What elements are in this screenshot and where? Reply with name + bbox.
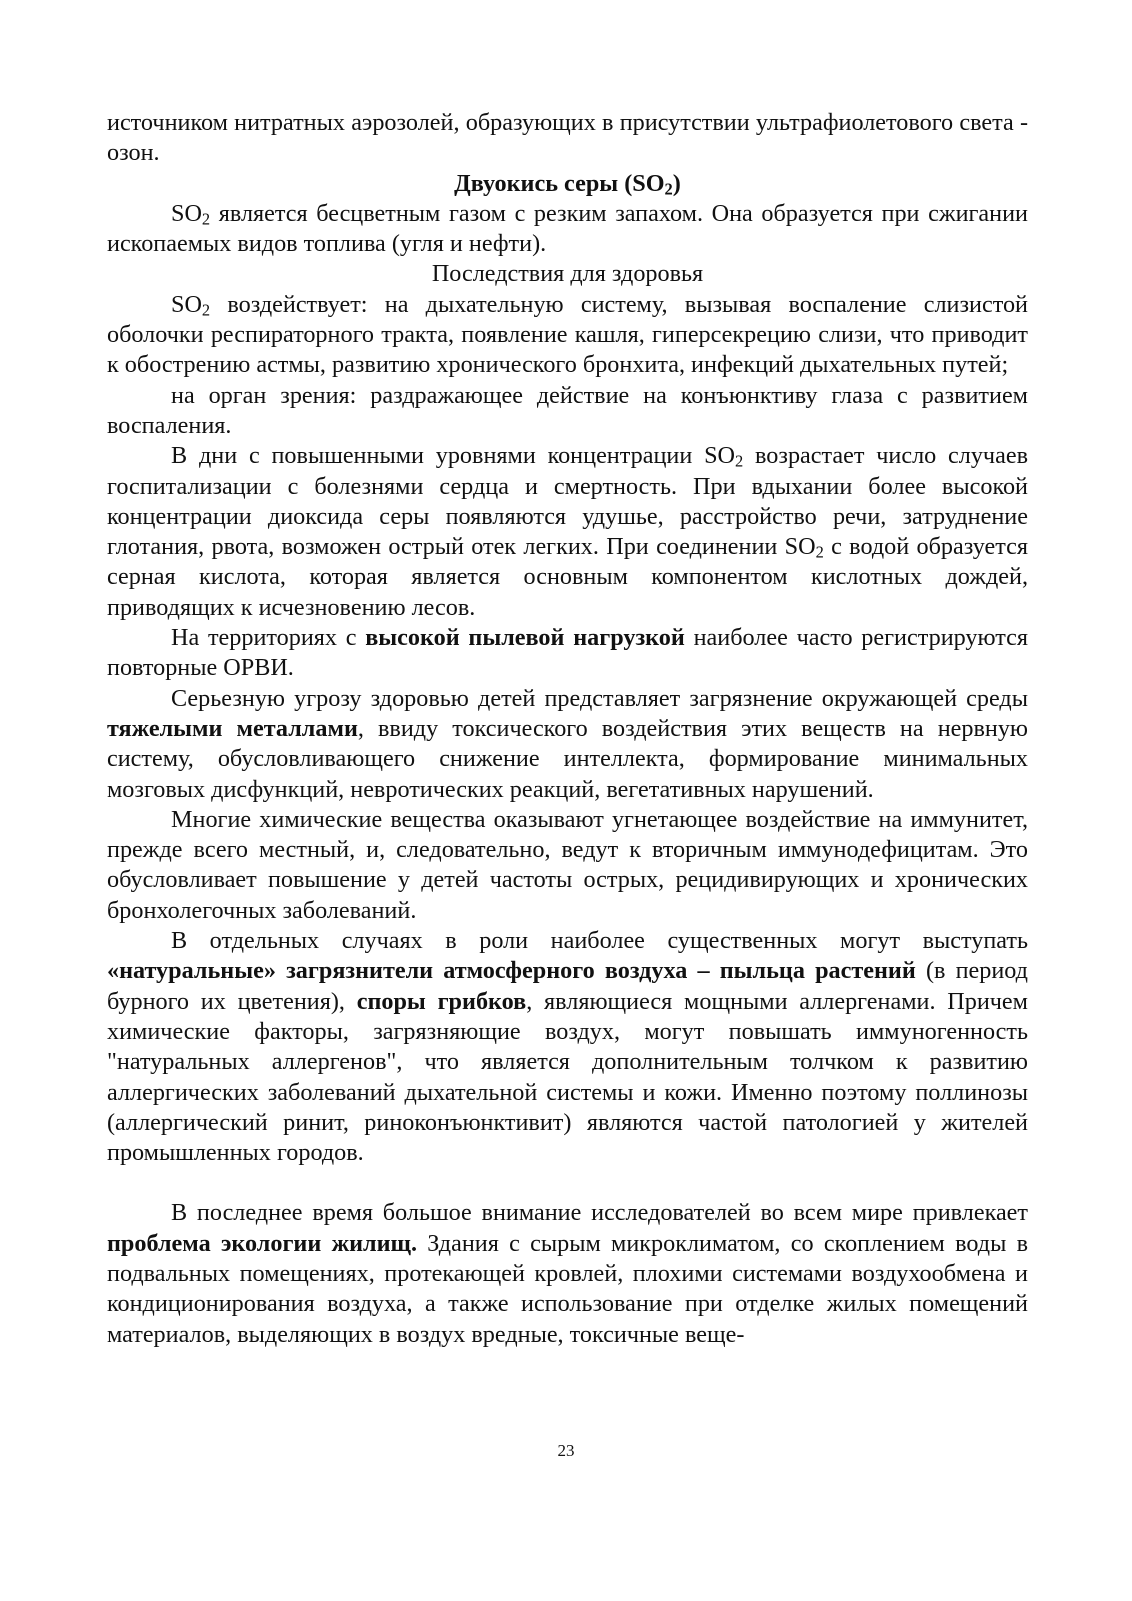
text-run: возрастает число случаев госпитализации с болезнями сердца и смертность. При вдыхании более высокой концентрации диоксида серы появляются удушье, расстройство речи, затруднение глотания, рвота, возможен острый отек легких. При соединении SO (107, 442, 1028, 561)
paragraph-high-concentration (107, 441, 1028, 623)
paragraph-respiratory-effects (107, 290, 1028, 381)
heading-text: Двуокись серы (SO (454, 169, 665, 197)
paragraph-housing-ecology (107, 1198, 1028, 1349)
paragraph-eye-effects: на орган зрения: раздражающее действие на конъюнктиву глаза с развитием воспаления. (107, 381, 1028, 439)
text-run: SO (171, 199, 202, 227)
subscript: 2 (664, 179, 673, 199)
bold-term: тяжелыми металлами (107, 714, 358, 742)
text-run: является бесцветным газом с резким запахом. Она образуется при сжигании ископаемых видов топлива (угля и нефти). (107, 199, 1028, 258)
heading-sulfur-dioxide (107, 169, 1028, 199)
paragraph-gap (107, 1168, 1028, 1198)
bold-term: «натуральные» загрязнители атмосферного воздуха – пыльца растений (107, 957, 916, 985)
heading-health-effects: Последствия для здоровья (431, 260, 704, 288)
paragraph-nitrate-aerosols: источником нитратных аэрозолей, образующих в присутствии ультрафиолетового света - озон. (107, 109, 1028, 167)
subscript: 2 (201, 209, 211, 229)
text-run: Здания с сырым микроклиматом, со скоплением воды в подвальных помещениях, протекающей кровлей, плохими системами воздухообмена и кондиционирования воздуха, а также использование при отделке жилых помещений материалов, выделяющих в воздух вредные, токсичные веще- (107, 1229, 1029, 1348)
subscript: 2 (815, 542, 824, 562)
text-run: В последнее время большое внимание исследователей во всем мире привлекает (171, 1199, 1028, 1227)
heading-text: ) (672, 169, 681, 197)
text-run: Серьезную угрозу здоровью детей представляет загрязнение окружающей среды (171, 684, 1028, 712)
subscript: 2 (201, 300, 211, 320)
paragraph-dust-load (107, 623, 1028, 684)
paragraph-so2-description (107, 199, 1028, 260)
text-run: В дни с повышенными уровнями концентрации SO (171, 442, 736, 470)
text-run: На территориях с (171, 624, 366, 652)
subscript: 2 (735, 451, 744, 471)
paragraph-heavy-metals (107, 684, 1028, 805)
text-run: (в период бурного их цветения), (107, 957, 1028, 1015)
text-run: , ввиду токсического воздействия этих веществ на нервную систему, обусловливающего снижение интеллекта, формирование минимальных мозговых дисфункций, невротических реакций, вегетативных нарушений. (107, 714, 1028, 803)
bold-term: высокой пылевой нагрузкой (365, 624, 685, 652)
text-run: наиболее часто регистрируются повторные ОРВИ. (107, 624, 1028, 682)
paragraph-natural-pollutants (107, 926, 1028, 1168)
bold-term: проблема экологии жилищ. (107, 1229, 418, 1257)
text-run: SO (171, 290, 202, 318)
text-run: , являющиеся мощными аллергенами. Причем химические факторы, загрязняющие воздух, могут повышать иммуногенность "натуральных аллергенов", что является дополнительным толчком к развитию аллергических заболеваний дыхательной системы и кожи. Именно поэтому поллинозы (аллергический ринит, риноконъюнктивит) являются частой патологией у жителей промышленных городов. (107, 987, 1028, 1167)
bold-term: споры грибков (356, 987, 527, 1015)
page-body (107, 108, 1028, 1350)
page-number: 23 (557, 1441, 575, 1460)
text-run: В отдельных случаях в роли наиболее существенных могут выступать (171, 927, 1028, 955)
paragraph-immunity: Многие химические вещества оказывают угнетающее воздействие на иммунитет, прежде всего местный, и, следовательно, ведут к вторичным иммунодефицитам. Это обусловливает повышение у детей частоты острых, рецидивирующих и хронических бронхолегочных заболеваний. (107, 805, 1028, 924)
text-run: с водой образуется серная кислота, которая является основным компонентом кислотных дождей, приводящих к исчезновению лесов. (107, 533, 1029, 621)
text-run: воздействует: на дыхательную систему, вызывая воспаление слизистой оболочки респираторного тракта, появление кашля, гиперсекрецию слизи, что приводит к обострению астмы, развитию хронического бронхита, инфекций дыхательных путей; (107, 290, 1028, 379)
